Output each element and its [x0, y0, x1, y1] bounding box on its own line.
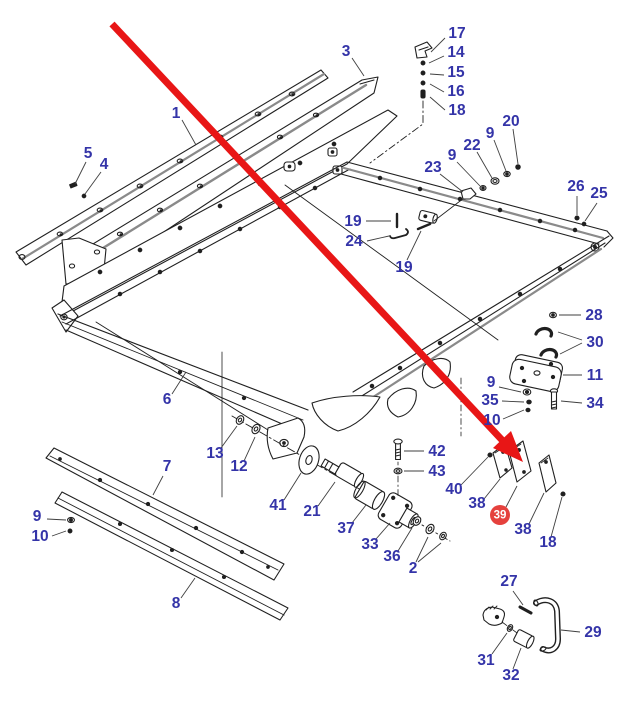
leader-line-20 — [513, 129, 518, 164]
leader-line-10 — [52, 531, 66, 536]
leader-line-6 — [172, 372, 186, 394]
part-label-27: 27 — [500, 573, 518, 590]
bolt-42-nut-43 — [394, 439, 402, 498]
leader-line-32 — [513, 648, 521, 669]
part-label-32: 32 — [502, 667, 520, 684]
part-label-16: 16 — [447, 83, 465, 100]
grain-pan — [52, 162, 613, 497]
leader-line-9 — [499, 387, 521, 392]
part-label-33: 33 — [361, 536, 379, 553]
part-label-8: 8 — [171, 595, 181, 612]
leader-line-22 — [477, 152, 492, 178]
part-label-28: 28 — [585, 307, 603, 324]
leader-line-15 — [430, 74, 444, 75]
part-label-6: 6 — [162, 391, 172, 408]
part-label-26: 26 — [567, 178, 585, 195]
leader-line-41 — [284, 473, 301, 500]
leader-line-2 — [418, 543, 441, 562]
part-label-9: 9 — [485, 125, 495, 142]
part-label-30: 30 — [586, 334, 604, 351]
part-label-23: 23 — [424, 159, 442, 176]
fasteners-9-10-left — [68, 517, 75, 532]
part-label-3: 3 — [341, 43, 351, 60]
leader-line-27 — [513, 591, 523, 605]
leader-line-1 — [182, 120, 196, 145]
fastener-stack — [370, 42, 432, 163]
leader-line-4 — [85, 172, 101, 194]
rivet-parts-4-5 — [70, 182, 86, 198]
part-label-43: 43 — [428, 463, 446, 480]
leader-line-8 — [181, 578, 195, 598]
leader-line-14 — [429, 56, 444, 63]
part-label-5: 5 — [83, 145, 93, 162]
bracket-assembly — [508, 312, 563, 411]
leader-line-9 — [494, 140, 506, 171]
leader-line-10 — [503, 410, 524, 419]
part-label-38: 38 — [468, 495, 486, 512]
leader-line-19 — [407, 231, 421, 260]
part-badge-label-39: 39 — [493, 509, 507, 522]
part-label-22: 22 — [463, 137, 481, 154]
leader-line-30 — [560, 343, 582, 354]
leader-line-38 — [484, 479, 500, 499]
leader-line-9 — [47, 519, 66, 520]
leader-line-25 — [585, 203, 597, 221]
part-label-20: 20 — [502, 113, 520, 130]
part-label-13: 13 — [206, 445, 224, 462]
handle-assembly — [483, 599, 558, 652]
leader-line-24 — [367, 236, 389, 241]
leader-line-18 — [430, 97, 445, 110]
leader-line-5 — [75, 162, 86, 184]
part-label-38: 38 — [514, 521, 532, 538]
part-label-42: 42 — [428, 443, 446, 460]
line-art — [16, 42, 613, 652]
part-label-41: 41 — [269, 497, 287, 514]
part-label-12: 12 — [230, 458, 248, 475]
part-label-4: 4 — [99, 156, 109, 173]
part-label-9: 9 — [447, 147, 457, 164]
part-label-1: 1 — [171, 105, 181, 122]
part-label-7: 7 — [162, 458, 172, 475]
leader-line-38 — [529, 493, 544, 524]
part-label-9: 9 — [486, 374, 496, 391]
part-label-14: 14 — [447, 44, 465, 61]
part-label-34: 34 — [586, 395, 604, 412]
part-label-24: 24 — [345, 233, 363, 250]
part-label-25: 25 — [590, 185, 608, 202]
leader-line-29 — [561, 630, 580, 632]
part-label-9: 9 — [32, 508, 42, 525]
part-label-18: 18 — [539, 534, 557, 551]
leader-line-9 — [457, 162, 480, 186]
part-label-36: 36 — [383, 548, 401, 565]
leader-line-3 — [352, 58, 364, 76]
leader-line-39 — [506, 486, 517, 507]
leader-line-7 — [153, 476, 163, 495]
part-label-19: 19 — [395, 259, 413, 276]
part-label-31: 31 — [477, 652, 495, 669]
leader-line-16 — [430, 84, 444, 92]
leader-line-40 — [461, 457, 488, 485]
part-label-35: 35 — [481, 392, 499, 409]
part-label-11: 11 — [586, 367, 604, 384]
leader-line-34 — [561, 401, 582, 403]
leader-line-18 — [551, 497, 562, 537]
leader-line-35 — [502, 401, 524, 402]
part-label-29: 29 — [584, 624, 602, 641]
shaft-21 — [320, 454, 365, 489]
leader-line-30 — [558, 332, 582, 340]
part-label-40: 40 — [445, 481, 463, 498]
fastener-row — [461, 165, 520, 199]
leader-line-31 — [492, 633, 507, 654]
part-label-37: 37 — [337, 520, 355, 537]
part-label-19: 19 — [344, 213, 362, 230]
part-label-17: 17 — [448, 25, 466, 42]
part-label-18: 18 — [448, 102, 466, 119]
part-label-2: 2 — [408, 560, 418, 577]
part-label-10: 10 — [483, 412, 501, 429]
part-label-10: 10 — [31, 528, 49, 545]
part-label-15: 15 — [447, 64, 465, 81]
part-label-21: 21 — [303, 503, 321, 520]
leader-line-17 — [431, 38, 445, 52]
